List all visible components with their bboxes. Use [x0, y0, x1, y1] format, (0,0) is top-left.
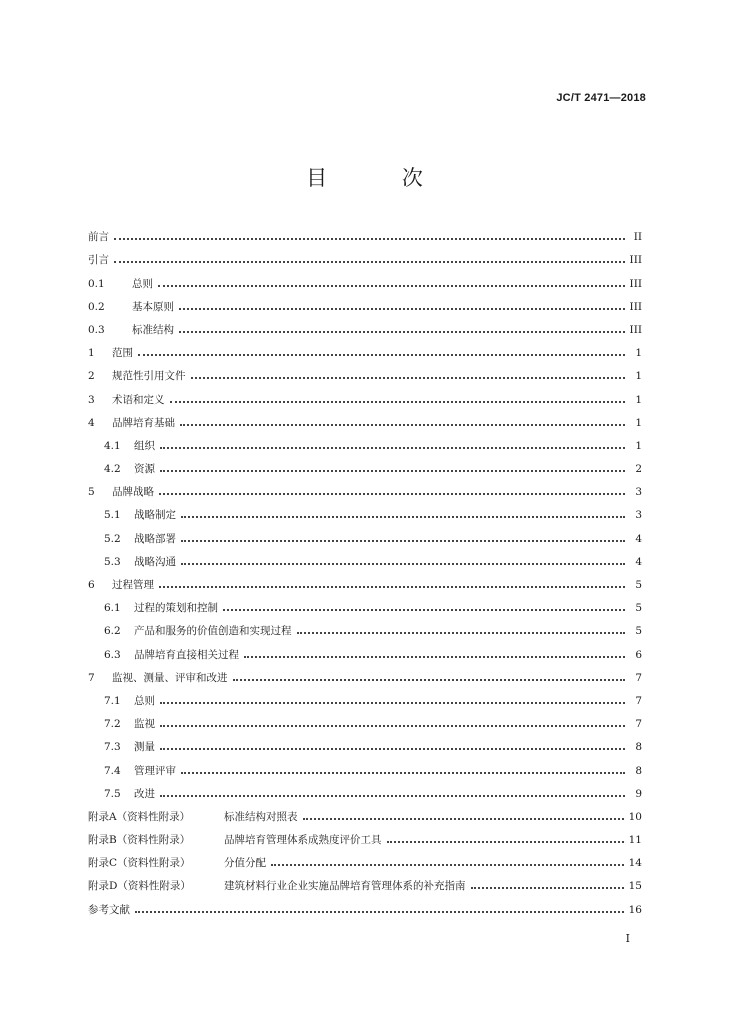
toc-entry-label: 监视 [134, 718, 155, 731]
toc-entry-number: 7.2 [104, 718, 121, 731]
toc-entry-number: 附录C（资料性附录） [88, 857, 191, 870]
table-of-contents [88, 221, 642, 917]
dot-leader [233, 668, 626, 681]
toc-entry[interactable] [88, 522, 642, 545]
toc-entry-page: III [629, 254, 642, 267]
dot-leader [138, 343, 625, 356]
dot-leader [160, 459, 625, 472]
toc-entry[interactable] [88, 360, 642, 383]
toc-entry-label: 品牌培育管理体系成熟度评价工具 [224, 834, 382, 847]
toc-entry-label: 参考文献 [88, 903, 130, 916]
dot-leader [160, 691, 625, 704]
toc-entry-number: 7.3 [104, 741, 121, 754]
toc-entry-page: 9 [635, 787, 642, 800]
toc-entry-number: 6.1 [104, 602, 121, 615]
toc-entry-page: III [629, 277, 642, 290]
dot-leader [471, 876, 624, 889]
toc-entry-label: 总则 [134, 694, 155, 707]
dot-leader [158, 274, 625, 287]
toc-entry[interactable] [88, 778, 642, 801]
toc-entry[interactable] [88, 407, 642, 430]
toc-entry-number: 2 [88, 370, 95, 383]
toc-entry[interactable] [88, 847, 642, 870]
toc-entry-label: 总则 [132, 277, 153, 290]
toc-entry[interactable] [88, 430, 642, 453]
dot-leader [159, 482, 625, 495]
toc-entry[interactable] [88, 337, 642, 360]
toc-entry-number: 4 [88, 416, 95, 429]
toc-entry-page: III [629, 300, 642, 313]
toc-entry-page: 4 [635, 555, 642, 568]
toc-entry[interactable] [88, 615, 642, 638]
toc-entry-number: 5.3 [104, 555, 121, 568]
toc-entry-page: 1 [635, 416, 642, 429]
toc-entry-number: 4.2 [104, 463, 121, 476]
dot-leader [160, 714, 625, 727]
toc-entry-label: 引言 [88, 254, 109, 267]
toc-entry-label: 标准结构对照表 [224, 810, 298, 823]
toc-entry-label: 建筑材料行业企业实施品牌培育管理体系的补充指南 [224, 880, 466, 893]
toc-entry-label: 范围 [112, 347, 133, 360]
toc-entry-page: III [629, 323, 642, 336]
toc-entry-label: 产品和服务的价值创造和实现过程 [134, 625, 292, 638]
toc-entry-page: II [633, 231, 642, 244]
toc-entry-label: 分值分配 [224, 857, 266, 870]
toc-entry-page: 7 [635, 671, 642, 684]
toc-entry-label: 组织 [134, 439, 155, 452]
toc-entry-page: 1 [635, 370, 642, 383]
toc-entry[interactable] [88, 708, 642, 731]
toc-entry-label: 过程管理 [112, 579, 154, 591]
dot-leader [135, 900, 624, 913]
toc-entry-label: 术语和定义 [112, 393, 165, 406]
dot-leader [170, 390, 626, 403]
toc-entry-page: 7 [635, 718, 642, 731]
toc-entry-label: 战略沟通 [134, 555, 176, 568]
toc-entry-label: 测量 [134, 741, 155, 754]
toc-entry-number: 6 [88, 579, 95, 591]
toc-entry-page: 8 [635, 764, 642, 777]
toc-entry[interactable] [88, 546, 642, 569]
toc-entry-page: 1 [635, 439, 642, 452]
toc-entry[interactable] [88, 569, 642, 592]
toc-entry-number: 附录D（资料性附录） [88, 880, 191, 893]
toc-entry-number: 5.2 [104, 532, 121, 545]
toc-entry[interactable] [88, 221, 642, 244]
toc-entry-page: 16 [628, 903, 642, 916]
toc-entry-number: 4.1 [104, 439, 121, 452]
toc-entry-page: 5 [635, 625, 642, 638]
toc-entry-page: 2 [635, 463, 642, 476]
toc-entry-label: 品牌培育基础 [112, 416, 175, 429]
toc-entry-number: 6.2 [104, 625, 121, 638]
toc-entry-page: 8 [635, 741, 642, 754]
toc-entry-page: 14 [628, 857, 642, 870]
page-number: I [625, 932, 630, 945]
toc-entry-label: 基本原则 [132, 300, 174, 313]
toc-entry-page: 4 [635, 532, 642, 545]
toc-entry-label: 品牌培育直接相关过程 [134, 648, 239, 661]
toc-entry[interactable] [88, 662, 642, 685]
toc-entry-page: 10 [628, 810, 642, 823]
toc-entry[interactable] [88, 244, 642, 267]
toc-entry-number: 5.1 [104, 509, 121, 522]
toc-entry-number: 7.4 [104, 764, 121, 777]
toc-entry-label: 品牌战略 [112, 486, 154, 499]
toc-entry-label: 过程的策划和控制 [134, 602, 218, 615]
toc-entry[interactable] [88, 731, 642, 754]
toc-entry[interactable] [88, 383, 642, 406]
toc-entry[interactable] [88, 870, 642, 893]
toc-entry-page: 3 [635, 509, 642, 522]
toc-entry[interactable] [88, 685, 642, 708]
toc-entry-number: 0.1 [88, 277, 105, 290]
dot-leader [160, 784, 625, 797]
dot-leader [297, 621, 626, 634]
dot-leader [114, 250, 625, 263]
toc-entry-number: 7 [88, 671, 95, 684]
dot-leader [223, 598, 625, 611]
toc-entry-label: 规范性引用文件 [112, 370, 186, 383]
toc-entry-page: 6 [635, 648, 642, 661]
dot-leader [181, 505, 625, 518]
toc-entry-number: 7.1 [104, 694, 121, 707]
toc-entry-page: 11 [628, 834, 642, 847]
dot-leader [160, 737, 625, 750]
toc-entry-number: 6.3 [104, 648, 121, 661]
toc-entry-label: 管理评审 [134, 764, 176, 777]
dot-leader [114, 227, 625, 240]
toc-entry-page: 5 [635, 579, 642, 591]
toc-entry-label: 战略部署 [134, 532, 176, 545]
toc-entry-label: 标准结构 [132, 323, 174, 336]
toc-entry-number: 1 [88, 347, 95, 360]
page-title: 目 次 [306, 166, 457, 190]
dot-leader [191, 366, 626, 379]
toc-entry-number: 0.2 [88, 300, 105, 313]
toc-entry-page: 7 [635, 694, 642, 707]
toc-entry-label: 资源 [134, 463, 155, 476]
toc-entry-page: 1 [635, 393, 642, 406]
dot-leader [159, 575, 625, 588]
toc-entry-number: 0.3 [88, 323, 105, 336]
toc-entry[interactable] [88, 824, 642, 847]
toc-entry-number: 3 [88, 393, 95, 406]
toc-entry-label: 监视、测量、评审和改进 [112, 671, 228, 684]
toc-entry[interactable] [88, 893, 642, 916]
toc-entry[interactable] [88, 476, 642, 499]
toc-entry-label: 战略制定 [134, 509, 176, 522]
dot-leader [180, 413, 625, 426]
dot-leader [244, 645, 625, 658]
toc-entry[interactable] [88, 314, 642, 337]
dot-leader [271, 853, 624, 866]
dot-leader [181, 552, 625, 565]
toc-entry[interactable] [88, 592, 642, 615]
dot-leader [160, 436, 625, 449]
toc-entry-page: 15 [628, 880, 642, 893]
dot-leader [303, 807, 624, 820]
dot-leader [181, 761, 625, 774]
dot-leader [179, 320, 625, 333]
toc-entry-label: 改进 [134, 787, 155, 800]
dot-leader [387, 830, 624, 843]
toc-entry[interactable] [88, 499, 642, 522]
dot-leader [179, 297, 625, 310]
toc-entry[interactable] [88, 453, 642, 476]
toc-entry[interactable] [88, 801, 642, 824]
toc-entry-label: 前言 [88, 231, 109, 244]
toc-entry-number: 附录B（资料性附录） [88, 834, 191, 847]
toc-entry-page: 1 [635, 347, 642, 360]
toc-entry-number: 7.5 [104, 787, 121, 800]
toc-entry[interactable] [88, 291, 642, 314]
toc-entry[interactable] [88, 267, 642, 290]
toc-entry[interactable] [88, 754, 642, 777]
toc-entry-number: 附录A（资料性附录） [88, 810, 191, 823]
standard-code: JC/T 2471—2018 [556, 92, 646, 104]
toc-entry-number: 5 [88, 486, 95, 499]
toc-entry[interactable] [88, 638, 642, 661]
toc-entry-page: 3 [635, 486, 642, 499]
dot-leader [181, 529, 625, 542]
toc-entry-page: 5 [635, 602, 642, 615]
